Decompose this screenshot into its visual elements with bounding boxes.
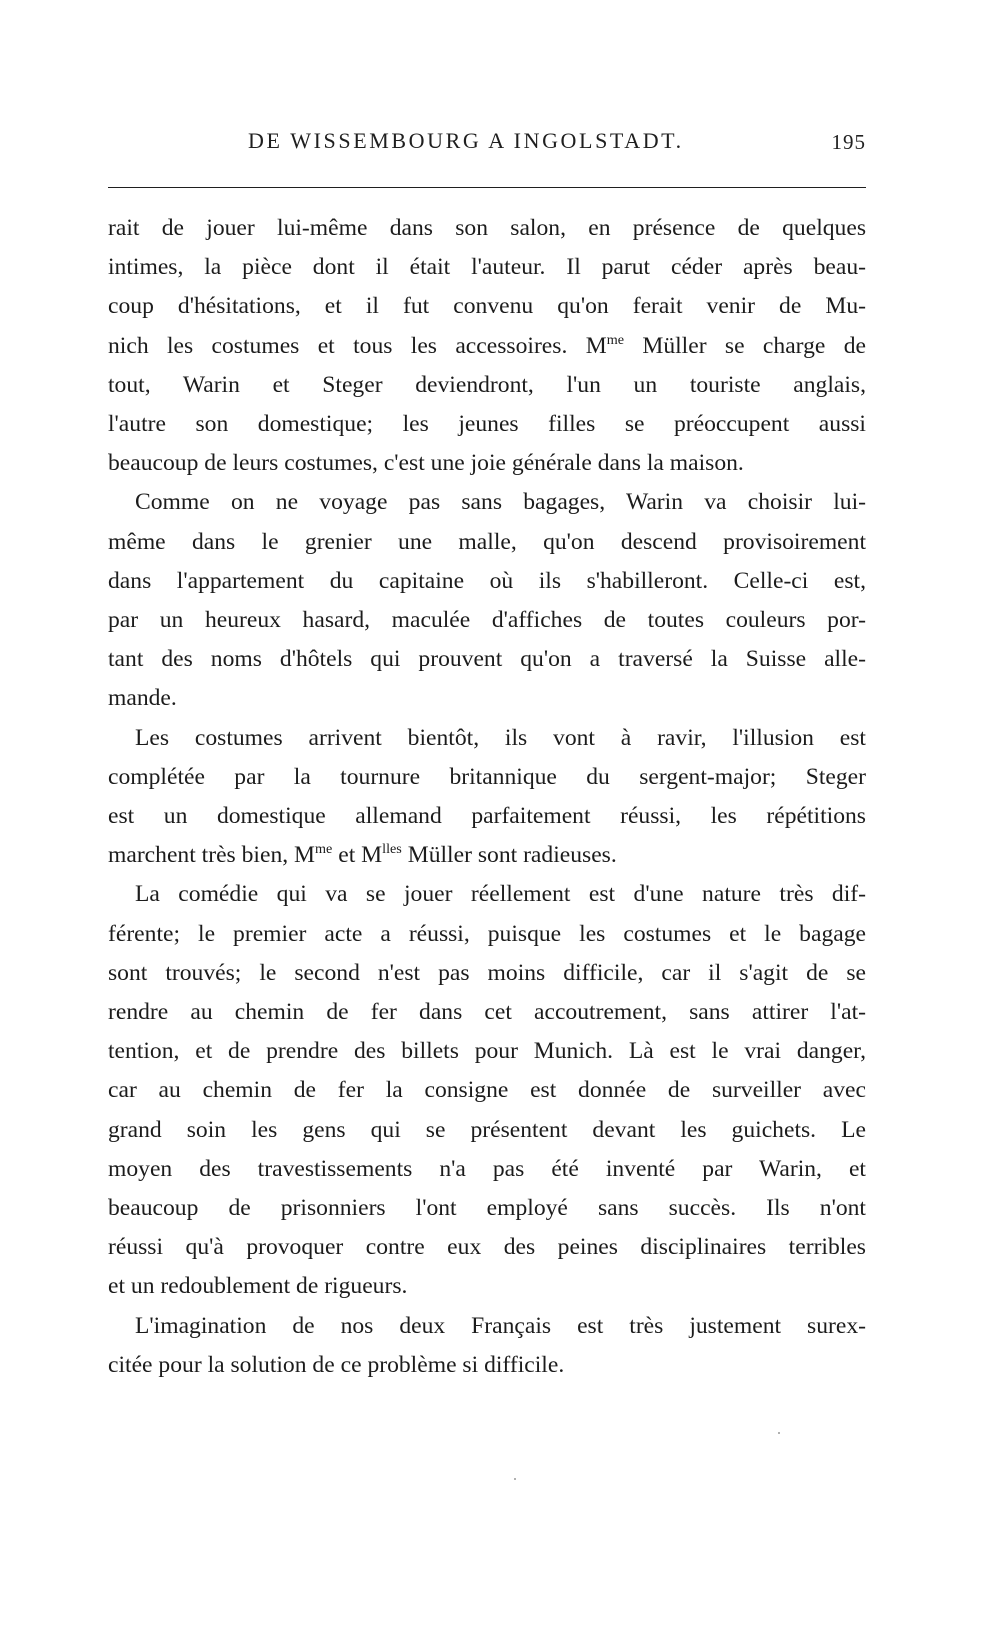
text-line: coup d'hésitations, et il fut convenu qu'on ferait venir de Mu- [108, 293, 866, 320]
text-line: tout, Warin et Steger deviendront, l'un un touriste anglais, [108, 371, 866, 398]
text-line: L'imagination de nos deux Français est très justement surex- [135, 1312, 866, 1339]
text-line: beaucoup de prisonniers l'ont employé sans succès. Ils n'ont [108, 1195, 866, 1222]
text-line: beaucoup de leurs costumes, c'est une joie générale dans la maison. [108, 450, 744, 477]
text-line: car au chemin de fer la consigne est donnée de surveiller avec [108, 1077, 866, 1104]
text-line: rendre au chemin de fer dans cet accoutrement, sans attirer l'at- [108, 999, 866, 1026]
text-line: est un domestique allemand parfaitement réussi, les répétitions [108, 803, 866, 830]
text-line: dans l'appartement du capitaine où ils s'habilleront. Celle-ci est, [108, 567, 866, 594]
text-line: nich les costumes et tous les accessoires. $M^{me}$ Müller se charge de [108, 331, 866, 359]
text-line: même dans le grenier une malle, qu'on descend provisoirement [108, 528, 866, 555]
text-line: complétée par la tournure britannique du sergent-major; Steger [108, 763, 866, 790]
text-line: réussi qu'à provoquer contre eux des peines disciplinaires terribles [108, 1234, 866, 1261]
paragraph [108, 483, 866, 718]
text-line: La comédie qui va se jouer réellement est d'une nature très dif- [135, 881, 866, 908]
text-line: marchent très bien, $M^{me}$ et $M^{lles}$ Müller sont radieuses. [108, 841, 617, 869]
text-line: citée pour la solution de ce problème si difficile. [108, 1351, 565, 1378]
text-line: l'autre son domestique; les jeunes filles se préoccupent aussi [108, 411, 866, 438]
running-head [108, 128, 866, 162]
text-line: grand soin les gens qui se présentent devant les guichets. Le [108, 1116, 866, 1143]
text-line: sont trouvés; le second n'est pas moins difficile, car il s'agit de se [108, 959, 866, 986]
text-line: intimes, la pièce dont il était l'auteur. Il parut céder après beau- [108, 254, 866, 281]
text-line: par un heureux hasard, maculée d'affiches de toutes couleurs por- [108, 607, 866, 634]
text-line: et un redoublement de rigueurs. [108, 1273, 408, 1300]
paper-speck [778, 1432, 780, 1434]
page-number: 195 [831, 130, 866, 154]
running-title: DE WISSEMBOURG A INGOLSTADT. [248, 128, 684, 153]
text-line: Comme on ne voyage pas sans bagages, Warin va choisir lui- [135, 489, 866, 516]
text-line: moyen des travestissements n'a pas été inventé par Warin, et [108, 1155, 866, 1182]
header-rule [108, 187, 866, 188]
text-line: mande. [108, 685, 177, 712]
body-text [108, 209, 866, 1385]
paragraph [108, 209, 866, 483]
text-line: tention, et de prendre des billets pour Munich. Là est le vrai danger, [108, 1038, 866, 1065]
paragraph [108, 719, 866, 876]
text-line: rait de jouer lui-même dans son salon, en présence de quelques [108, 215, 866, 241]
text-line: tant des noms d'hôtels qui prouvent qu'on a traversé la Suisse alle- [108, 646, 866, 673]
paragraph [108, 1307, 866, 1385]
text-line: Les costumes arrivent bientôt, ils vont à ravir, l'illusion est [135, 724, 866, 751]
text-line: férente; le premier acte a réussi, puisque les costumes et le bagage [108, 920, 866, 947]
paragraph [108, 875, 866, 1306]
paper-speck [514, 1478, 516, 1480]
